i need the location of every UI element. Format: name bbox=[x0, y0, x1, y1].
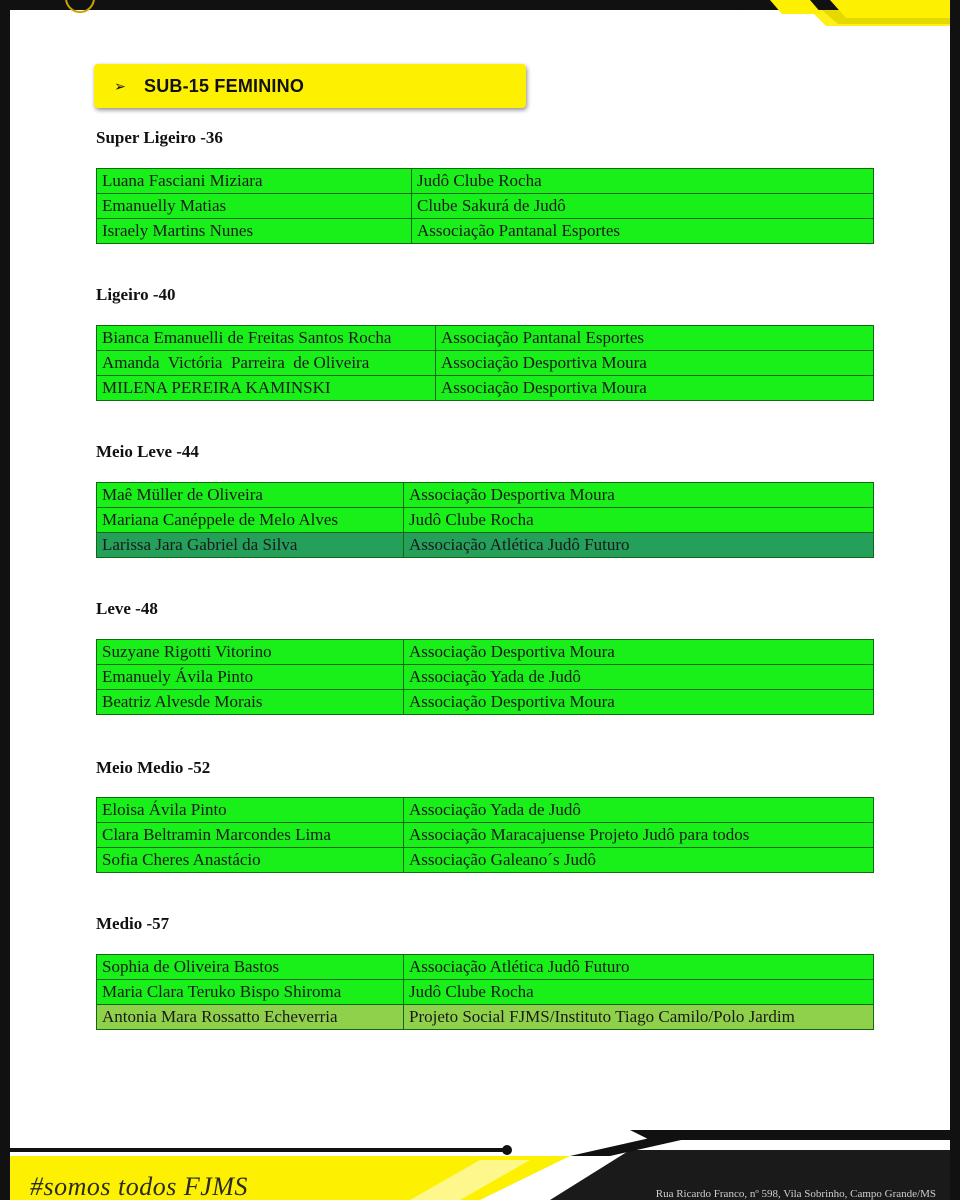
athlete-club: Judô Clube Rocha bbox=[404, 508, 874, 533]
category-table bbox=[96, 954, 874, 1030]
table-row bbox=[97, 848, 874, 873]
table-row bbox=[97, 640, 874, 665]
athlete-club: Associação Desportiva Moura bbox=[404, 640, 874, 665]
table-row bbox=[97, 483, 874, 508]
athlete-club: Judô Clube Rocha bbox=[404, 980, 874, 1005]
table-row bbox=[97, 351, 874, 376]
category-title: Ligeiro -40 bbox=[96, 285, 176, 304]
table-row bbox=[97, 823, 874, 848]
table-row bbox=[97, 1005, 874, 1030]
section-banner bbox=[94, 64, 526, 108]
table-row bbox=[97, 690, 874, 715]
athlete-name: Bianca Emanuelli de Freitas Santos Rocha bbox=[97, 326, 436, 351]
category-title: Leve -48 bbox=[96, 599, 158, 618]
athlete-club: Associação Desportiva Moura bbox=[404, 483, 874, 508]
athlete-name: Israely Martins Nunes bbox=[97, 219, 412, 244]
table-row bbox=[97, 508, 874, 533]
athlete-name: Maria Clara Teruko Bispo Shiroma bbox=[97, 980, 404, 1005]
category-table bbox=[96, 168, 874, 244]
athlete-name: Emanuely Ávila Pinto bbox=[97, 665, 404, 690]
athlete-club: Associação Pantanal Esportes bbox=[412, 219, 874, 244]
table-row bbox=[97, 219, 874, 244]
category-table bbox=[96, 325, 874, 401]
athlete-club: Associação Yada de Judô bbox=[404, 665, 874, 690]
table-row bbox=[97, 326, 874, 351]
arrow-icon: ➢ bbox=[114, 77, 126, 94]
athlete-club: Associação Yada de Judô bbox=[404, 798, 874, 823]
athlete-club: Associação Galeano´s Judô bbox=[404, 848, 874, 873]
athlete-name: Eloisa Ávila Pinto bbox=[97, 798, 404, 823]
section-title: SUB-15 FEMININO bbox=[144, 75, 305, 96]
athlete-name: Luana Fasciani Miziara bbox=[97, 169, 412, 194]
category-title: Super Ligeiro -36 bbox=[96, 128, 223, 147]
athlete-name: Sofia Cheres Anastácio bbox=[97, 848, 404, 873]
athlete-name: Antonia Mara Rossatto Echeverria bbox=[97, 1005, 404, 1030]
category-title: Meio Medio -52 bbox=[96, 758, 211, 777]
athlete-club: Associação Desportiva Moura bbox=[436, 376, 874, 401]
athlete-name: Sophia de Oliveira Bastos bbox=[97, 955, 404, 980]
athlete-name: Amanda Victória Parreira de Oliveira bbox=[97, 351, 436, 376]
athlete-name: Maê Müller de Oliveira bbox=[97, 483, 404, 508]
category-title: Meio Leve -44 bbox=[96, 442, 199, 461]
athlete-club: Judô Clube Rocha bbox=[412, 169, 874, 194]
athlete-club: Clube Sakurá de Judô bbox=[412, 194, 874, 219]
table-row bbox=[97, 980, 874, 1005]
category-table bbox=[96, 639, 874, 715]
category-table bbox=[96, 797, 874, 873]
table-row bbox=[97, 533, 874, 558]
category-title: Medio -57 bbox=[96, 914, 170, 933]
athlete-name: Clara Beltramin Marcondes Lima bbox=[97, 823, 404, 848]
athlete-club: Associação Pantanal Esportes bbox=[436, 326, 874, 351]
athlete-club: Associação Desportiva Moura bbox=[436, 351, 874, 376]
athlete-name: Emanuelly Matias bbox=[97, 194, 412, 219]
athlete-club: Projeto Social FJMS/Instituto Tiago Camilo/Polo Jardim bbox=[404, 1005, 874, 1030]
athlete-name: Suzyane Rigotti Vitorino bbox=[97, 640, 404, 665]
hashtag-text: #somos todos FJMS bbox=[30, 1172, 248, 1200]
table-row bbox=[97, 798, 874, 823]
footer-band bbox=[10, 1130, 950, 1200]
athlete-name: Larissa Jara Gabriel da Silva bbox=[97, 533, 404, 558]
table-row bbox=[97, 169, 874, 194]
athlete-name: MILENA PEREIRA KAMINSKI bbox=[97, 376, 436, 401]
athlete-name: Mariana Canéppele de Melo Alves bbox=[97, 508, 404, 533]
category-table bbox=[96, 482, 874, 558]
athlete-name: Beatriz Alvesde Morais bbox=[97, 690, 404, 715]
address-text: Rua Ricardo Franco, nº 598, Vila Sobrinho, Campo Grande/MS bbox=[655, 1188, 936, 1200]
table-row bbox=[97, 194, 874, 219]
table-row bbox=[97, 955, 874, 980]
athlete-club: Associação Maracajuense Projeto Judô para todos bbox=[404, 823, 874, 848]
athlete-club: Associação Atlética Judô Futuro bbox=[404, 533, 874, 558]
athlete-club: Associação Atlética Judô Futuro bbox=[404, 955, 874, 980]
athlete-club: Associação Desportiva Moura bbox=[404, 690, 874, 715]
table-row bbox=[97, 376, 874, 401]
table-row bbox=[97, 665, 874, 690]
header-band bbox=[10, 0, 950, 14]
